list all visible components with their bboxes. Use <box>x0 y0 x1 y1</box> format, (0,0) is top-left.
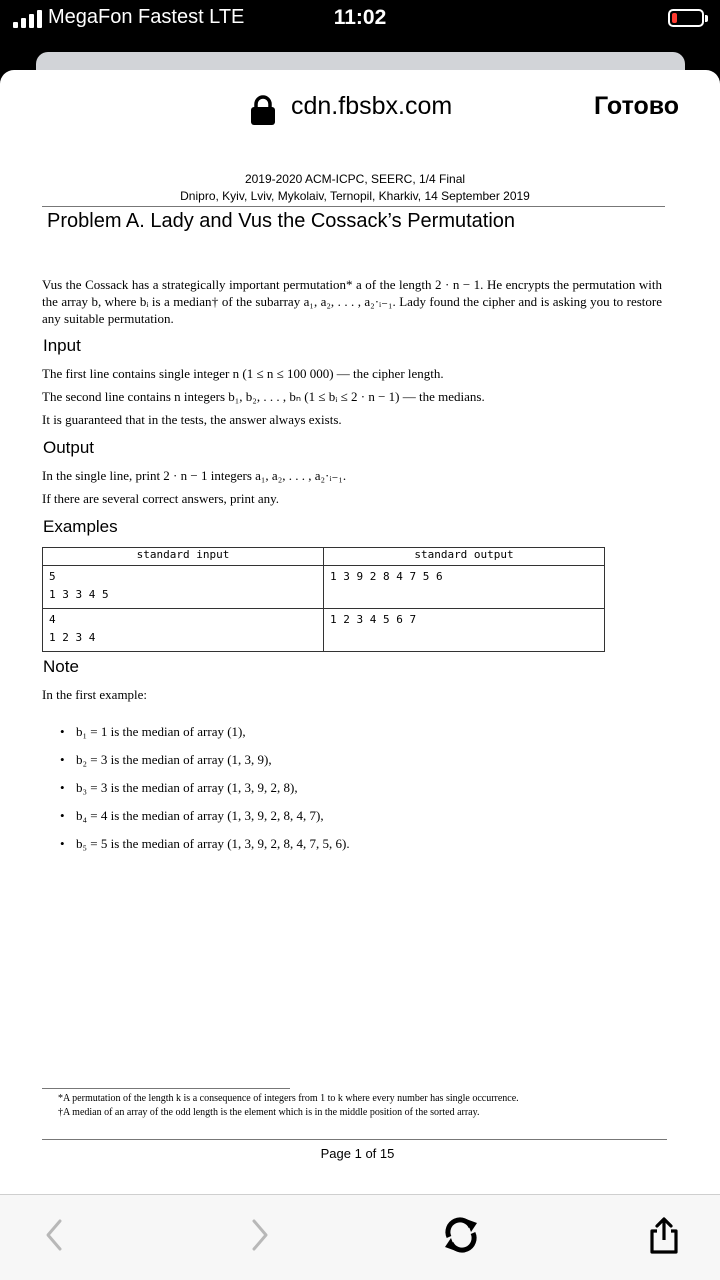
pdf-page[interactable] <box>0 70 720 1280</box>
examples-table <box>42 547 605 652</box>
list-item-text: b₅ = 5 is the median of array (1, 3, 9, 2, 8, 4, 7, 5, 6). <box>76 836 350 851</box>
problem-title: Problem A. Lady and Vus the Cossack’s Permutation <box>47 210 516 232</box>
status-time: 11:02 <box>333 6 387 29</box>
column-header: standard output <box>324 548 605 566</box>
note-heading: Note <box>43 657 79 676</box>
input-line-2: The second line contains n integers b₁, b₂, . . . , bₙ (1 ≤ bᵢ ≤ 2 · n − 1) — the medians. <box>42 389 485 404</box>
location-line: Dnipro, Kyiv, Lviv, Mykolaiv, Ternopil, Kharkiv, 14 September 2019 <box>180 189 530 203</box>
footnote-2: †A median of an array of the odd length is the element which is in the middle position of the sorted array. <box>58 1107 480 1118</box>
page-number: Page 1 of 15 <box>320 1146 395 1161</box>
carrier-label: MegaFon Fastest LTE <box>48 6 245 28</box>
output-line-2: If there are several correct answers, print any. <box>42 491 280 506</box>
example-input: 4 1 2 3 4 <box>43 609 324 652</box>
page-footer-rule <box>42 1139 667 1140</box>
contest-line: 2019-2020 ACM-ICPC, SEERC, 1/4 Final <box>244 172 466 186</box>
chevron-right-icon[interactable] <box>240 1215 280 1255</box>
list-item-text: b₂ = 3 is the median of array (1, 3, 9), <box>76 752 272 767</box>
example-input: 5 1 3 3 4 5 <box>43 566 324 609</box>
battery-icon <box>668 9 704 27</box>
battery-level <box>672 13 677 23</box>
bottom-toolbar <box>0 1194 720 1280</box>
input-line-3: It is guaranteed that in the tests, the answer always exists. <box>42 412 342 427</box>
column-header: standard input <box>43 548 324 566</box>
reload-icon[interactable] <box>441 1215 481 1255</box>
input-line-1: The first line contains single integer n (1 ≤ n ≤ 100 000) — the cipher length. <box>42 366 444 381</box>
status-bar <box>0 0 720 40</box>
table-row <box>43 609 605 652</box>
done-button[interactable]: Готово <box>594 92 680 120</box>
footnote-rule <box>42 1088 290 1089</box>
example-output: 1 2 3 4 5 6 7 <box>324 609 605 652</box>
footnote-1: *A permutation of the length k is a consequence of integers from 1 to k where every number has single occurrence. <box>58 1093 519 1104</box>
input-heading: Input <box>43 336 81 355</box>
list-item-text: b₁ = 1 is the median of array (1), <box>76 724 246 739</box>
example-output: 1 3 9 2 8 4 7 5 6 <box>324 566 605 609</box>
table-header-row <box>43 548 605 566</box>
list-item-text: b₄ = 4 is the median of array (1, 3, 9, 2, 8, 4, 7), <box>76 808 324 823</box>
document-viewer-sheet <box>0 70 720 1280</box>
output-heading: Output <box>43 438 95 457</box>
url-label: cdn.fbsbx.com <box>291 92 453 120</box>
examples-heading: Examples <box>43 517 118 536</box>
list-item-text: b₃ = 3 is the median of array (1, 3, 9, 2, 8), <box>76 780 298 795</box>
output-line-1: In the single line, print 2 · n − 1 integers a₁, a₂, . . . , a₂·ᵢ₋₁. <box>42 468 347 483</box>
share-icon[interactable] <box>644 1215 684 1255</box>
chevron-left-icon[interactable] <box>34 1215 74 1255</box>
note-intro: In the first example: <box>42 687 148 702</box>
header-rule <box>42 206 665 207</box>
problem-statement: Vus the Cossack has a strategically important permutation* a of the length 2 · n − 1. He encrypts the permutation with the array b, where bᵢ is a median† of the subarray a₁, a₂, . . . , a₂·ᵢ₋₁. Lady found the cipher and is asking you to restore any suitable permutation. <box>42 277 662 326</box>
table-row <box>43 566 605 609</box>
